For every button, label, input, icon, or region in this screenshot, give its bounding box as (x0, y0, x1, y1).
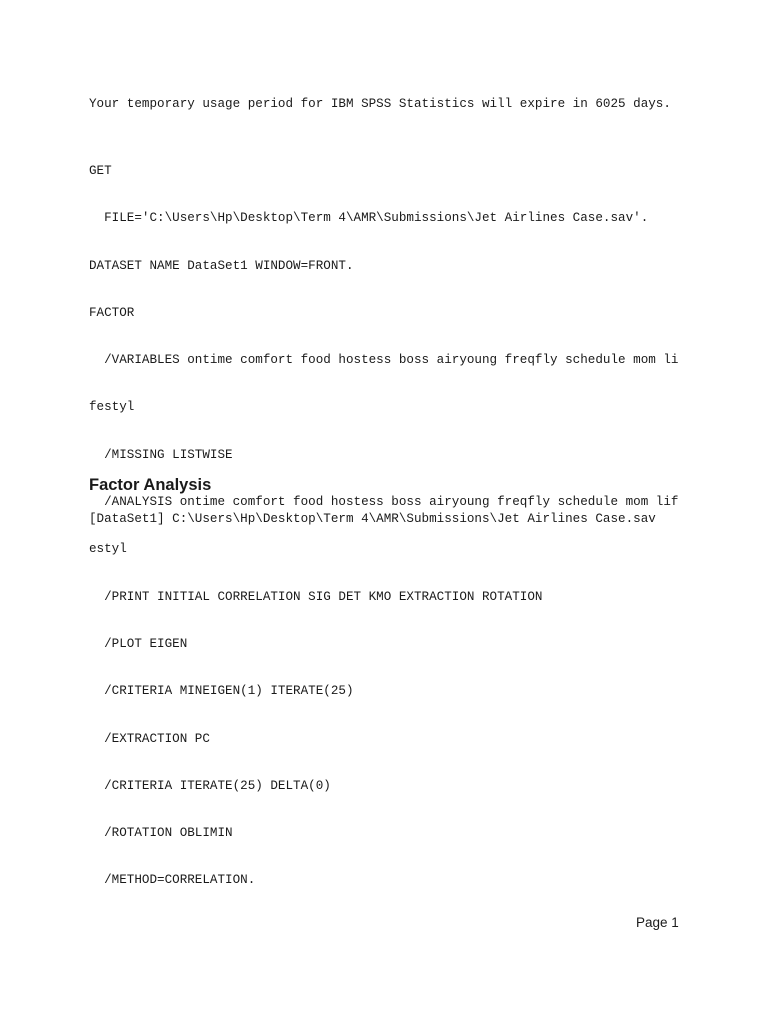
syntax-line: /MISSING LISTWISE (89, 447, 233, 462)
syntax-line: estyl (89, 542, 127, 557)
syntax-line: /PRINT INITIAL CORRELATION SIG DET KMO EXTRACTION ROTATION (89, 589, 543, 604)
dataset-path-line: [DataSet1] C:\Users\Hp\Desktop\Term 4\AMR\Submissions\Jet Airlines Case.sav (89, 512, 656, 526)
syntax-line: DATASET NAME DataSet1 WINDOW=FRONT. (89, 258, 354, 273)
syntax-line: /PLOT EIGEN (89, 636, 188, 651)
license-expiry-notice: Your temporary usage period for IBM SPSS Statistics will expire in 6025 days. (89, 97, 671, 111)
syntax-line: /CRITERIA MINEIGEN(1) ITERATE(25) (89, 684, 354, 699)
page-number: Page 1 (636, 915, 679, 930)
section-heading: Factor Analysis (89, 476, 212, 494)
syntax-line: FILE='C:\Users\Hp\Desktop\Term 4\AMR\Submissions\Jet Airlines Case.sav'. (89, 211, 649, 226)
syntax-line: /VARIABLES ontime comfort food hostess boss airyoung freqfly schedule mom li (89, 353, 679, 368)
syntax-line: /EXTRACTION PC (89, 731, 210, 746)
syntax-line: GET (89, 164, 112, 178)
syntax-line: /CRITERIA ITERATE(25) DELTA(0) (89, 778, 331, 793)
syntax-line: /ANALYSIS ontime comfort food hostess boss airyoung freqfly schedule mom lif (89, 495, 679, 510)
syntax-line: FACTOR (89, 305, 135, 320)
syntax-line: /ROTATION OBLIMIN (89, 826, 233, 841)
syntax-line: /METHOD=CORRELATION. (89, 873, 256, 888)
syntax-line: festyl (89, 400, 135, 415)
